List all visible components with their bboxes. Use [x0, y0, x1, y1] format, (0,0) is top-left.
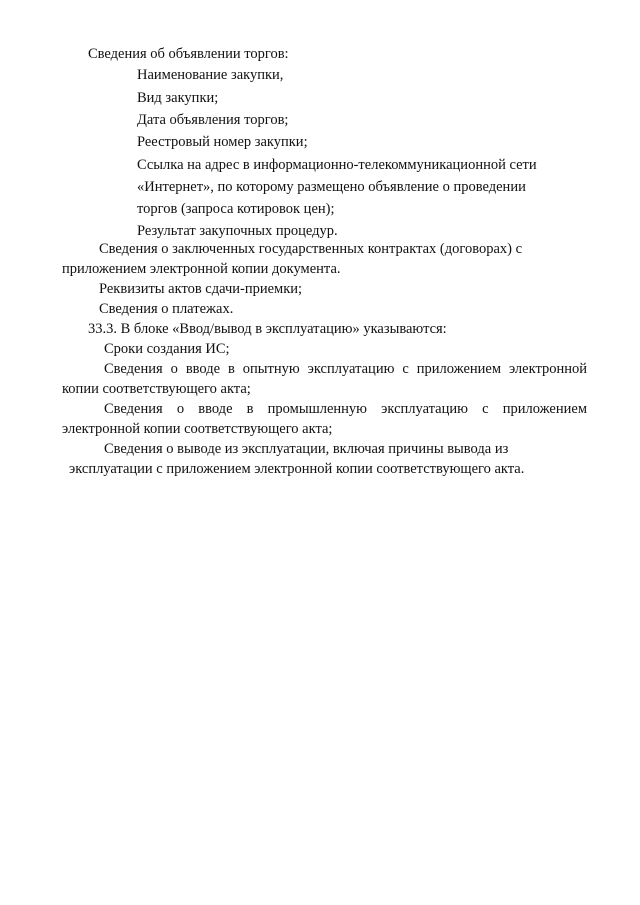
text-line: «Интернет», по которому размещено объявление о проведении	[137, 179, 526, 195]
text-line: Результат закупочных процедур.	[137, 223, 338, 239]
text-line: электронной копии соответствующего акта;	[62, 421, 333, 437]
text-line: Вид закупки;	[137, 90, 219, 106]
text-line: Сведения о вводе в опытную эксплуатацию с приложением электронной	[104, 361, 587, 377]
text-line: Ссылка на адрес в информационно-телекоммуникационной сети	[137, 157, 537, 173]
text-line: Реестровый номер закупки;	[137, 134, 308, 150]
text-line: Дата объявления торгов;	[137, 112, 289, 128]
text-line: Сведения о платежах.	[99, 301, 234, 317]
text-line: 33.3. В блоке «Ввод/вывод в эксплуатацию» указываются:	[88, 321, 447, 337]
text-line: торгов (запроса котировок цен);	[137, 201, 335, 217]
text-line: Сведения об объявлении торгов:	[88, 46, 289, 62]
text-line: приложением электронной копии документа.	[62, 261, 341, 277]
text-line: копии соответствующего акта;	[62, 381, 251, 397]
text-line: эксплуатации с приложением электронной копии соответствующего акта.	[69, 461, 525, 477]
text-line: Сроки создания ИС;	[104, 341, 230, 357]
text-line: Наименование закупки,	[137, 67, 284, 83]
text-line: Сведения о выводе из эксплуатации, включая причины вывода из	[104, 441, 509, 457]
text-line: Сведения о вводе в промышленную эксплуатацию с приложением	[104, 401, 587, 417]
text-line: Реквизиты актов сдачи-приемки;	[99, 281, 303, 297]
text-line: Сведения о заключенных государственных контрактах (договорах) с	[99, 241, 523, 257]
